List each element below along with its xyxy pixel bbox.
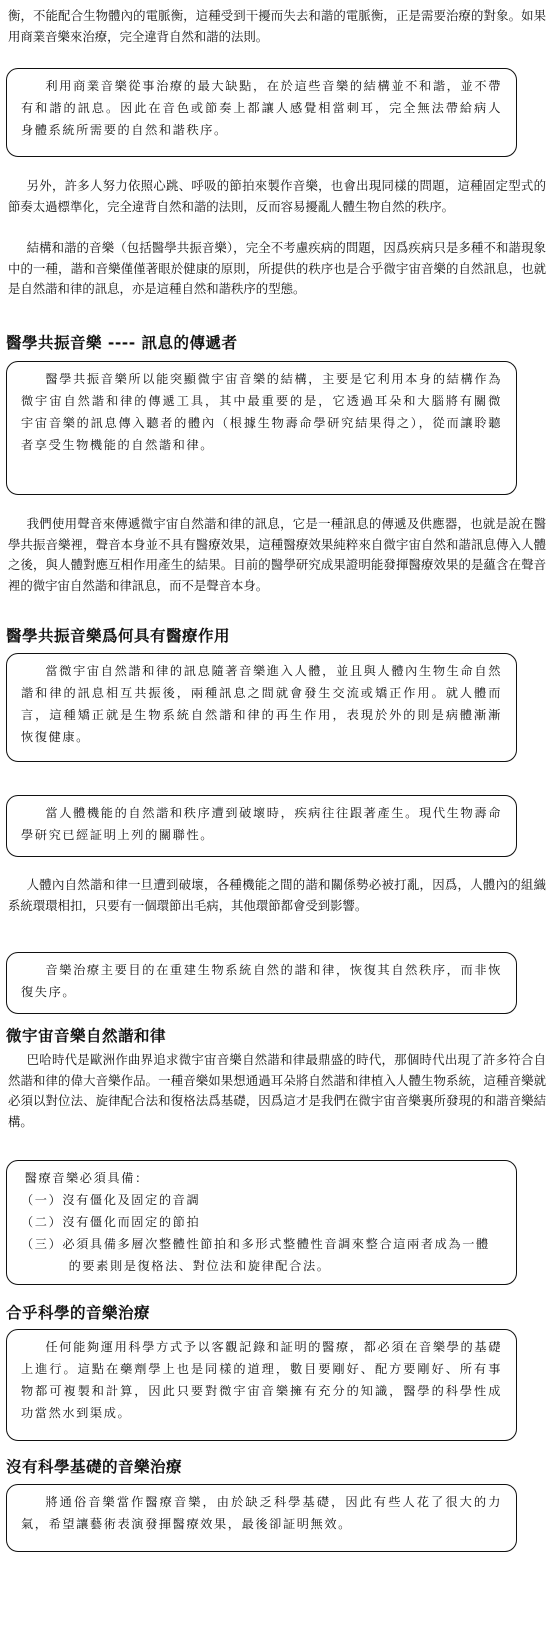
callout-text: 音樂治療主要目的在重建生物系統自然的諧和律，恢復其自然秩序，而非恢復失序。 — [21, 963, 502, 999]
callout-box-therapy-goal — [6, 952, 517, 1014]
paragraph-body-systems: 人體內自然諧和律一旦遭到破壞，各種機能之間的諧和關係勢必被打亂，因爲，人體內的組織系統環環相扣，只要有一個環節出毛病，其他環節都會受到影響。 — [8, 877, 546, 913]
paragraph-harmonic-structure: 結構和諧的音樂（包括醫學共振音樂），完全不考慮疾病的問題，因爲疾病只是多種不和諧現象中的一種，諧和音樂僅僅著眼於健康的原則，所提供的秩序也是合乎微宇宙音樂的自然訊息，也就是自然諧和律的訊息，亦是這種自然和諧秩序的型態。 — [8, 240, 546, 297]
paragraph-heartbeat-rhythm: 另外，許多人努力依照心跳、呼吸的節拍來製作音樂，也會出現同樣的問題，這種固定型式的節奏太過標準化，完全違背自然和諧的法則，反而容易擾亂人體生物自然的秩序。 — [8, 178, 546, 214]
callout-text: 利用商業音樂從事治療的最大缺點，在於這些音樂的結構並不和諧，並不帶有和諧的訊息。因此在音色或節奏上都讓人感覺相當刺耳，完全無法帶給病人身體系統所需要的自然和諧秩序。 — [21, 79, 502, 137]
section-heading-scientific-therapy: 合乎科學的音樂治療 — [6, 1304, 151, 1322]
callout-text: 醫學共振音樂所以能突顯微宇宙音樂的結構，主要是它利用本身的結構作為微宇宙自然諧和律的傳遞工具，其中最重要的是，它透過耳朵和大腦將有關微宇宙音樂的訊息傳入聽者的體內（根據生物壽命學研究結果得之），從而讓聆聽者享受生物機能的自然諧和律。 — [21, 372, 502, 452]
callout-box-popular-music — [6, 1484, 517, 1552]
paragraph-bach-era: 巴哈時代是歐洲作曲界追求微宇宙音樂自然諧和律最鼎盛的時代，那個時代出現了許多符合自然諧和律的偉大音樂作品。一種音樂如果想通過耳朵將自然諧和律植入人體生物系統，這種音樂就必須以對位法、旋律配合法和復格法爲基礎，因爲這才是我們在微宇宙音樂裏所發現的和諧音樂結構。 — [8, 1052, 546, 1129]
section-heading-unscientific-therapy: 沒有科學基礎的音樂治療 — [6, 1458, 183, 1476]
callout-box-scientific-basis — [6, 1329, 517, 1441]
list-item-2: （二）沒有僵化而固定的節拍 — [21, 1215, 201, 1229]
section-heading-therapeutic-effect: 醫學共振音樂爲何具有醫療作用 — [6, 627, 231, 645]
list-item-1: （一）沒有僵化及固定的音調 — [21, 1193, 201, 1207]
list-item-3: （三）必須具備多層次整體性節拍和多形式整體性音調來整合這兩者成為一體的要素則是復格法、對位法和旋律配合法。 — [21, 1237, 490, 1273]
callout-text: 任何能夠運用科學方式予以客觀記錄和証明的醫療，都必須在音樂學的基礎上進行。這點在藥劑學上也是同樣的道理，數目要剛好、配方要剛好、所有事物都可複製和計算，因此只要對微宇宙音樂擁有充分的知識，醫學的科學性成功當然水到渠成。 — [21, 1340, 502, 1420]
section-heading-micro-universe: 微宇宙音樂自然諧和律 — [6, 1027, 167, 1045]
list-title: 醫療音樂必須具備： — [24, 1171, 149, 1185]
callout-text: 當微宇宙自然諧和律的訊息隨著音樂進入人體，並且與人體內生物生命自然諧和律的訊息相互共振後，兩種訊息之間就會發生交流或矯正作用。就人體而言，這種矯正就是生物系統自然諧和律的再生作用，表現於外的則是病體漸漸恢復健康。 — [21, 664, 502, 744]
callout-box-requirements-list — [6, 1160, 517, 1285]
paragraph-intro: 衡，不能配合生物體內的電脈衡，這種受到干擾而失去和諧的電脈衡，正是需要治療的對象。如果用商業音樂來治療，完全違背自然和諧的法則。 — [8, 8, 546, 44]
callout-text: 將通俗音樂當作醫療音樂，由於缺乏科學基礎，因此有些人花了很大的力氣，希望讓藝術表演發揮醫療效果，最後卻証明無效。 — [21, 1495, 502, 1531]
callout-box-commercial-music — [6, 68, 517, 157]
paragraph-sound-carrier: 我們使用聲音來傳遞微宇宙自然諧和律的訊息，它是一種訊息的傳遞及供應器，也就是說在醫學共振音樂裡，聲音本身並不具有醫療效果，這種醫療效果純粹來自微宇宙自然和諧訊息傳入人體之後，與人體對應互相作用產生的結果。目前的醫學研究成果證明能發揮醫療效果的是蘊含在聲音裡的微宇宙自然諧和律訊息，而不是聲音本身。 — [8, 516, 546, 593]
callout-text: 當人體機能的自然諧和秩序遭到破壞時，疾病往往跟著產生。現代生物壽命學研究已經証明上列的關聯性。 — [21, 806, 502, 842]
callout-box-disease-order — [6, 795, 517, 857]
callout-box-resonance-exchange — [6, 653, 517, 762]
callout-box-resonance-music — [6, 361, 517, 495]
section-heading-messenger: 醫學共振音樂 ---- 訊息的傳遞者 — [6, 334, 238, 352]
